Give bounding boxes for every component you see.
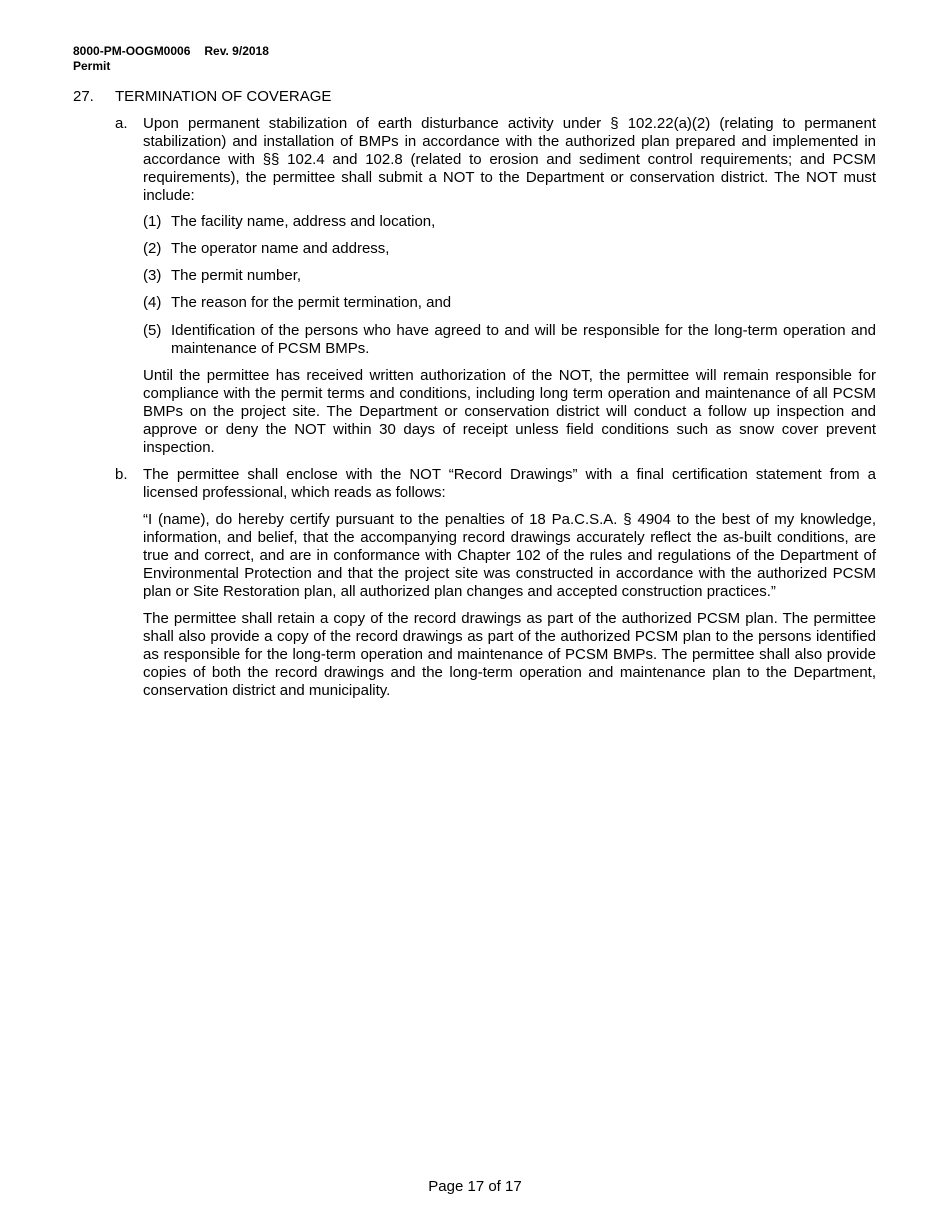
item-a-closing-paragraph: Until the permittee has received written authorization of the NOT, the permittee will remain responsible for compliance with the permit terms and conditions, including long term operation and maintenance of all PCSM BMPs on the project site. The Department or conservation district will conduct a follow up inspection and approve or deny the NOT within 30 days of receipt unless field conditions such as snow cover prevent inspection. [143, 367, 876, 456]
section-title: TERMINATION OF COVERAGE [115, 88, 332, 105]
list-item [143, 294, 876, 312]
list-item-number: (5) [143, 322, 162, 339]
list-item-text: The permit number, [171, 267, 302, 284]
list-item-text: The reason for the permit termination, and [171, 294, 452, 311]
form-number: 8000-PM-OOGM0006 [73, 44, 191, 58]
item-a-paragraph: Upon permanent stabilization of earth disturbance activity under § 102.22(a)(2) (relating to permanent stabilization) and installation of BMPs in accordance with the authorized plan prepared and implemented in accordance with §§ 102.4 and 102.8 (related to erosion and sediment control requirements; and PCSM requirements), the permittee shall submit a NOT to the Department or conservation district. The NOT must include: [143, 115, 876, 204]
list-item [143, 240, 876, 258]
item-b-letter: b. [115, 466, 128, 483]
document-type: Permit [73, 59, 111, 73]
list-item-number: (1) [143, 213, 162, 230]
list-item [143, 267, 876, 285]
page-number-footer: Page 17 of 17 [428, 1178, 522, 1195]
list-item [143, 322, 876, 358]
section-number: 27. [73, 88, 94, 105]
section-heading [73, 88, 331, 106]
list-item-number: (3) [143, 267, 162, 284]
item-b-closing-paragraph: The permittee shall retain a copy of the record drawings as part of the authorized PCSM plan. The permittee shall also provide a copy of the record drawings as part of the authorized PCSM plan to the persons identified as responsible for the long-term operation and maintenance of PCSM BMPs. The permittee shall also provide copies of both the record drawings and the long-term operation and maintenance plan to the Department, conservation district and municipality. [143, 610, 876, 699]
list-item-text: Identification of the persons who have agreed to and will be responsible for the long-term operation and maintenance of PCSM BMPs. [171, 322, 876, 357]
list-item [143, 213, 876, 231]
list-item-number: (2) [143, 240, 162, 257]
list-item-text: The operator name and address, [171, 240, 390, 257]
item-a-letter: a. [115, 115, 128, 132]
revision-label: Rev. 9/2018 [204, 44, 269, 58]
list-item-number: (4) [143, 294, 162, 311]
item-b-paragraph: The permittee shall enclose with the NOT “Record Drawings” with a final certification statement from a licensed professional, which reads as follows: [143, 466, 876, 501]
form-header [73, 44, 269, 74]
list-item-text: The facility name, address and location, [171, 213, 436, 230]
certification-statement: “I (name), do hereby certify pursuant to the penalties of 18 Pa.C.S.A. § 4904 to the best of my knowledge, information, and belief, that the accompanying record drawings accurately reflect the as-built conditions, are true and correct, and are in conformance with Chapter 102 of the rules and regulations of the Department of Environmental Protection and that the project site was constructed in accordance with the authorized PCSM plan or Site Restoration plan, all authorized plan changes and accepted construction practices.” [143, 511, 876, 600]
